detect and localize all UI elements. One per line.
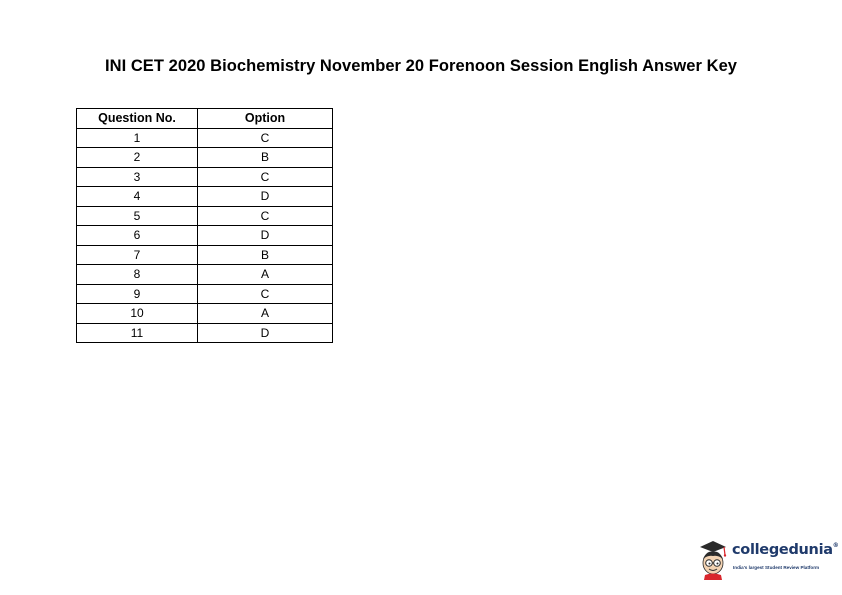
question-number-cell: 8 [77, 265, 198, 285]
option-cell: D [198, 323, 333, 343]
column-header-option: Option [198, 109, 333, 129]
question-number-cell: 7 [77, 245, 198, 265]
logo-wordmark: collegedunia [732, 542, 833, 558]
question-number-cell: 2 [77, 148, 198, 168]
table-row [77, 148, 333, 168]
logo-tagline: India's largest Student Review Platform [733, 565, 820, 570]
option-cell: B [198, 245, 333, 265]
option-cell: B [198, 148, 333, 168]
answer-key-table [76, 108, 333, 343]
option-cell: D [198, 187, 333, 207]
option-cell: C [198, 167, 333, 187]
collegedunia-logo [697, 538, 837, 582]
page-title: INI CET 2020 Biochemistry November 20 Forenoon Session English Answer Key [104, 57, 738, 75]
table-row [77, 304, 333, 324]
table-header-row [77, 109, 333, 129]
question-number-cell: 9 [77, 284, 198, 304]
option-cell: C [198, 128, 333, 148]
table-row [77, 265, 333, 285]
option-cell: D [198, 226, 333, 246]
column-header-question-no: Question No. [77, 109, 198, 129]
table-row [77, 187, 333, 207]
question-number-cell: 5 [77, 206, 198, 226]
option-cell: A [198, 265, 333, 285]
table-row [77, 226, 333, 246]
table-row [77, 284, 333, 304]
registered-mark: ® [832, 542, 839, 549]
question-number-cell: 11 [77, 323, 198, 343]
question-number-cell: 3 [77, 167, 198, 187]
question-number-cell: 4 [77, 187, 198, 207]
option-cell: C [198, 284, 333, 304]
option-cell: A [198, 304, 333, 324]
question-number-cell: 6 [77, 226, 198, 246]
table-row [77, 245, 333, 265]
student-mascot-icon [697, 538, 731, 580]
table-row [77, 323, 333, 343]
table-row [77, 167, 333, 187]
table-row [77, 206, 333, 226]
table-row [77, 128, 333, 148]
question-number-cell: 1 [77, 128, 198, 148]
question-number-cell: 10 [77, 304, 198, 324]
option-cell: C [198, 206, 333, 226]
